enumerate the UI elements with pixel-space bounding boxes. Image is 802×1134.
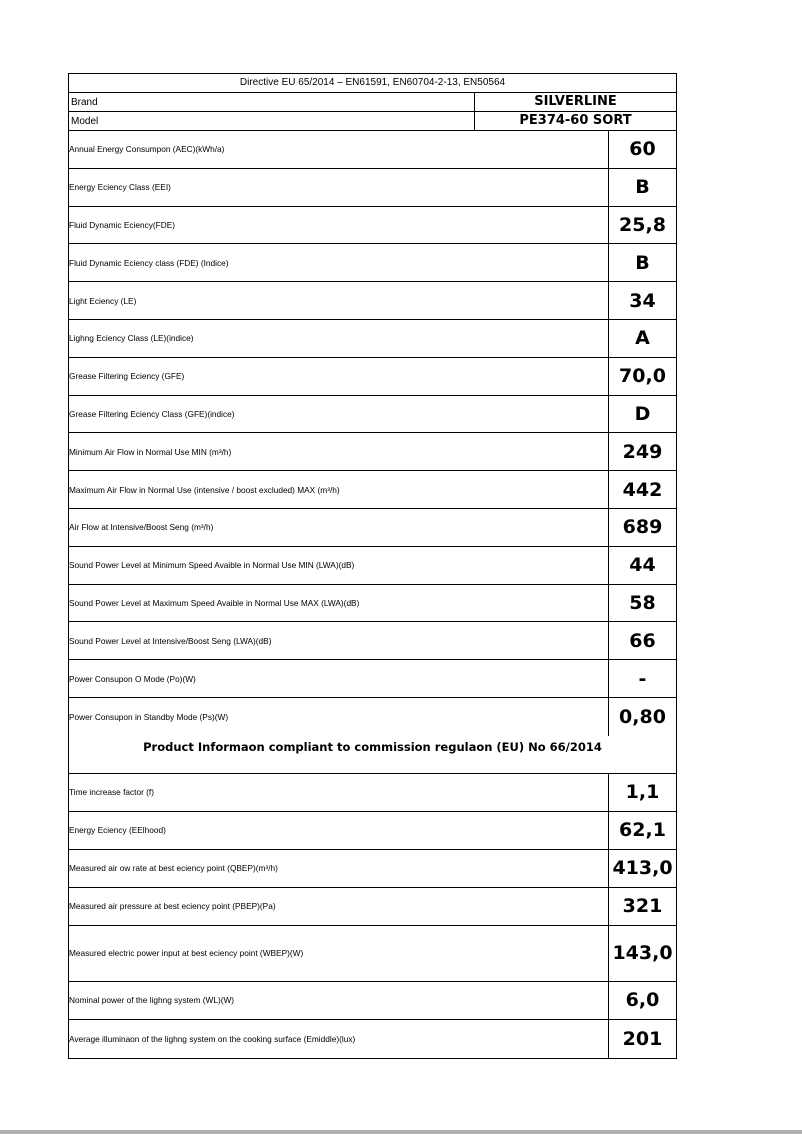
model-label: Model bbox=[69, 112, 475, 130]
table-row bbox=[69, 812, 676, 850]
table-row bbox=[69, 131, 676, 169]
table-row bbox=[69, 660, 676, 698]
row-value: 0,80 bbox=[619, 705, 666, 728]
table-row bbox=[69, 585, 676, 623]
brand-row bbox=[69, 93, 676, 112]
row-label: Maximum Air Flow in Normal Use (intensive / boost excluded) MAX (m³/h) bbox=[69, 471, 609, 508]
page-edge bbox=[0, 1130, 802, 1134]
row-label: Lighng Eciency Class (LE)(indice) bbox=[69, 320, 609, 357]
row-value: 249 bbox=[622, 440, 663, 463]
table-row bbox=[69, 433, 676, 471]
row-value: 60 bbox=[629, 138, 656, 161]
row-label: Time increase factor (f) bbox=[69, 774, 609, 811]
row-value: 413,0 bbox=[612, 857, 673, 880]
row-value: 62,1 bbox=[619, 819, 666, 842]
row-value: 442 bbox=[622, 478, 663, 501]
row-value: 1,1 bbox=[625, 781, 660, 804]
row-label: Sound Power Level at Intensive/Boost Seng (LWA)(dB) bbox=[69, 622, 609, 659]
row-value: B bbox=[635, 251, 650, 274]
row-value: 143,0 bbox=[612, 942, 673, 965]
row-value: B bbox=[635, 176, 650, 199]
row-value: 689 bbox=[622, 516, 663, 539]
model-value: PE374-60 SORT bbox=[519, 113, 632, 128]
row-label: Light Eciency (LE) bbox=[69, 282, 609, 319]
row-value: 25,8 bbox=[619, 213, 666, 236]
product-info-table bbox=[68, 73, 677, 1059]
row-label: Minimum Air Flow in Normal Use MIN (m³/h) bbox=[69, 433, 609, 470]
row-label: Power Consupon O Mode (Po)(W) bbox=[69, 660, 609, 697]
energy-rows bbox=[69, 131, 676, 736]
table-row bbox=[69, 358, 676, 396]
row-value: D bbox=[634, 402, 651, 425]
table-row bbox=[69, 888, 676, 926]
row-value: 201 bbox=[622, 1027, 663, 1050]
table-row bbox=[69, 698, 676, 736]
row-label: Grease Filtering Eciency (GFE) bbox=[69, 358, 609, 395]
row-label: Nominal power of the lighng system (WL)(W) bbox=[69, 982, 609, 1019]
table-row bbox=[69, 547, 676, 585]
row-label: Energy Eciency Class (EEI) bbox=[69, 169, 609, 206]
brand-label: Brand bbox=[69, 93, 475, 111]
row-value: 34 bbox=[629, 289, 656, 312]
row-label: Fluid Dynamic Eciency class (FDE) (Indice) bbox=[69, 244, 609, 281]
row-label: Measured air ow rate at best eciency point (QBEP)(m³/h) bbox=[69, 850, 609, 887]
table-row bbox=[69, 169, 676, 207]
table-row bbox=[69, 850, 676, 888]
table-row bbox=[69, 396, 676, 434]
row-label: Sound Power Level at Maximum Speed Avaible in Normal Use MAX (LWA)(dB) bbox=[69, 585, 609, 622]
table-row bbox=[69, 926, 676, 982]
row-label: Grease Filtering Eciency Class (GFE)(indice) bbox=[69, 396, 609, 433]
table-row bbox=[69, 774, 676, 812]
row-value: 6,0 bbox=[625, 989, 660, 1012]
row-label: Average illuminaon of the lighng system on the cooking surface (Emiddle)(lux) bbox=[69, 1020, 609, 1058]
table-row bbox=[69, 509, 676, 547]
table-row bbox=[69, 282, 676, 320]
row-value: 58 bbox=[629, 591, 656, 614]
row-label: Measured electric power input at best eciency point (WBEP)(W) bbox=[69, 926, 609, 981]
table-row bbox=[69, 207, 676, 245]
table-row bbox=[69, 982, 676, 1020]
row-value: 70,0 bbox=[619, 365, 666, 388]
table-row bbox=[69, 320, 676, 358]
row-label: Power Consupon in Standby Mode (Ps)(W) bbox=[69, 698, 609, 736]
row-label: Air Flow at Intensive/Boost Seng (m³/h) bbox=[69, 509, 609, 546]
table-row bbox=[69, 244, 676, 282]
row-label: Fluid Dynamic Eciency(FDE) bbox=[69, 207, 609, 244]
model-row bbox=[69, 112, 676, 131]
row-label: Measured air pressure at best eciency point (PBEP)(Pa) bbox=[69, 888, 609, 925]
table-row bbox=[69, 1020, 676, 1058]
row-label: Energy Eciency (EElhood) bbox=[69, 812, 609, 849]
table-row bbox=[69, 622, 676, 660]
table-row bbox=[69, 471, 676, 509]
directive-header: Directive EU 65/2014 – EN61591, EN60704-2-13, EN50564 bbox=[69, 74, 676, 93]
row-value: 321 bbox=[622, 895, 663, 918]
row-value: - bbox=[638, 667, 647, 690]
bep-rows bbox=[69, 774, 676, 1058]
row-label: Sound Power Level at Minimum Speed Avaible in Normal Use MIN (LWA)(dB) bbox=[69, 547, 609, 584]
row-value: 66 bbox=[629, 629, 656, 652]
section-title: Product Informaon compliant to commission regulaon (EU) No 66/2014 bbox=[69, 736, 676, 774]
row-value: A bbox=[635, 327, 650, 350]
row-label: Annual Energy Consumpon (AEC)(kWh/a) bbox=[69, 131, 609, 168]
brand-value: SILVERLINE bbox=[534, 94, 617, 109]
row-value: 44 bbox=[629, 554, 656, 577]
